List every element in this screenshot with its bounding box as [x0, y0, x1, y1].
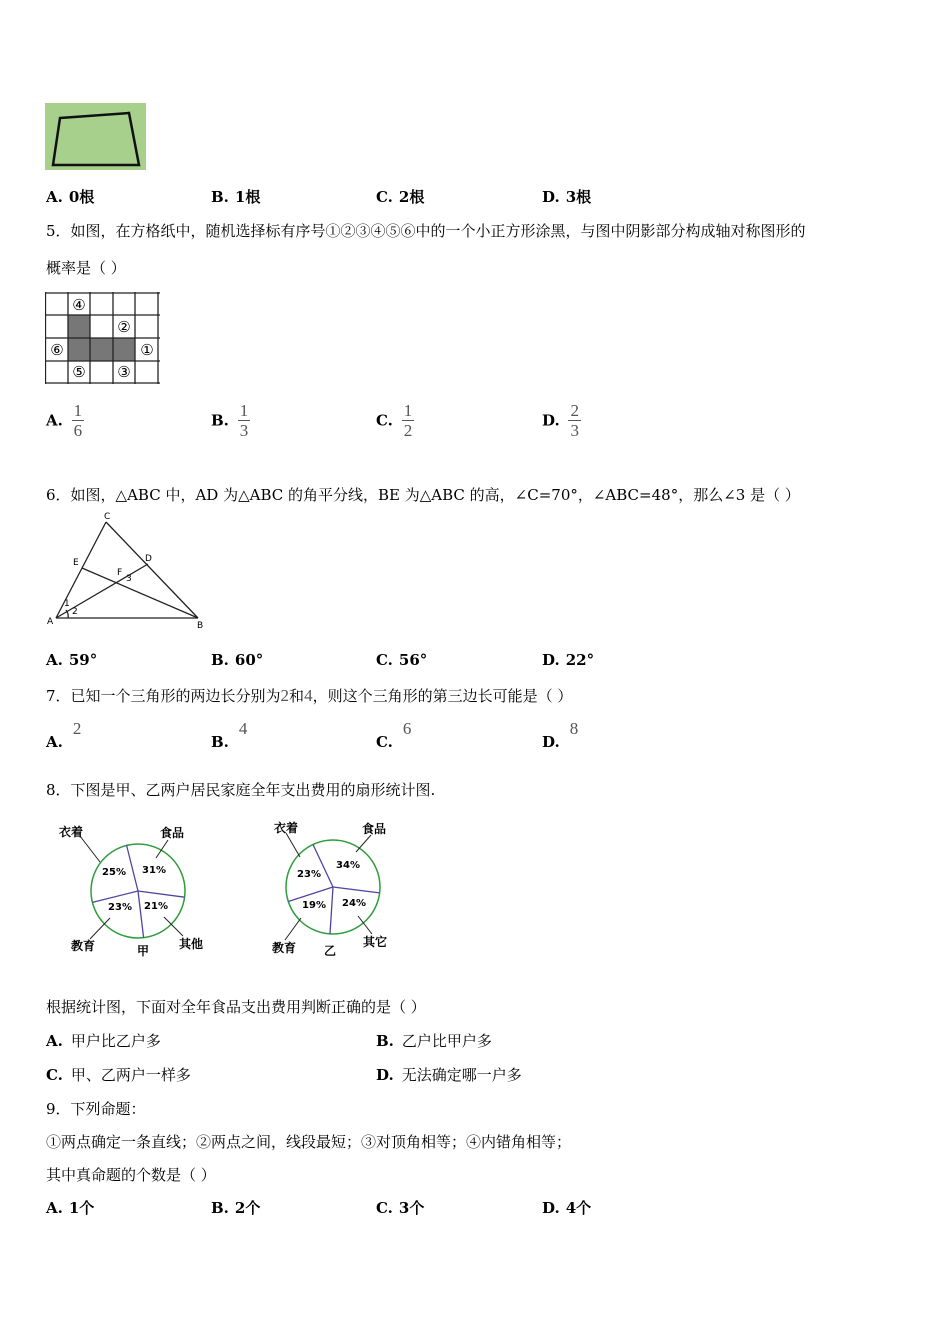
svg-text:A: A: [47, 617, 54, 627]
svg-text:E: E: [73, 558, 79, 568]
q9-option-d[interactable]: D. 4个: [542, 1199, 592, 1217]
q8-stem: 8．下图是甲、乙两户居民家庭全年支出费用的扇形统计图.: [46, 781, 436, 799]
label-other: 其他: [179, 937, 204, 951]
svg-text:F: F: [117, 568, 123, 578]
q9-propositions: ①两点确定一条直线；②两点之间，线段最短；③对顶角相等；④内错角相等；: [46, 1133, 572, 1151]
q5-option-b[interactable]: B. $\frac{1}{3}$: [211, 401, 249, 440]
pie-chart-yi: [268, 815, 408, 963]
label-education: 教育: [272, 941, 297, 955]
pie-slice-divider: [333, 887, 380, 893]
q9-option-a[interactable]: A. 1个: [46, 1199, 95, 1217]
value-label: 24%: [342, 898, 366, 909]
label-food: 食品: [160, 826, 185, 840]
pie-slice-divider: [92, 891, 138, 902]
q6-stem: 6．如图，△ABC 中，AD 为△ABC 的角平分线，BE 为△ABC 的高，∠C=70°，∠ABC=48°，那么∠3 是（ ）: [46, 486, 800, 504]
svg-text:C: C: [104, 512, 111, 522]
value-label: 34%: [336, 860, 360, 871]
q8-option-b[interactable]: B. 乙户比甲户多: [376, 1032, 492, 1050]
q5-stem-line1: 5．如图，在方格纸中，随机选择标有序号①②③④⑤⑥中的一个小正方形涂黑，与图中阴影部分构成轴对称图形的: [46, 222, 806, 240]
value-label: 23%: [297, 869, 321, 880]
q7-option-c[interactable]: C.6: [376, 719, 412, 751]
pie-title: 乙: [324, 944, 337, 958]
pie-slice-divider: [330, 887, 333, 934]
q5-option-c[interactable]: C. $\frac{1}{2}$: [376, 401, 413, 440]
q5-stem-line2: 概率是（ ）: [46, 259, 126, 277]
q8-option-d[interactable]: D. 无法确定哪一户多: [376, 1066, 522, 1084]
fraction: $\frac{1}{2}$: [403, 401, 413, 440]
svg-text:1: 1: [64, 599, 70, 609]
q4-option-a[interactable]: A. 0根: [46, 188, 95, 206]
value-label: 19%: [302, 900, 326, 911]
q7-stem: 7．已知一个三角形的两边长分别为2和4，则这个三角形的第三边长可能是（ ）: [46, 686, 573, 705]
svg-text:B: B: [197, 621, 204, 631]
q5-grid-figure: [45, 292, 160, 384]
grid-label-2: ②: [117, 318, 131, 336]
fraction: $\frac{1}{3}$: [239, 401, 249, 440]
q9-stem: 9．下列命题：: [46, 1100, 146, 1118]
pie-chart-jia: [50, 815, 220, 963]
q5-option-d[interactable]: D. $\frac{2}{3}$: [542, 401, 579, 440]
q6-option-d[interactable]: D. 22°: [542, 651, 595, 669]
pie-title: 甲: [137, 944, 150, 958]
q9-option-c[interactable]: C. 3个: [376, 1199, 425, 1217]
value-label: 21%: [144, 901, 168, 912]
label-other: 其它: [363, 935, 388, 949]
svg-text:2: 2: [72, 607, 78, 617]
fraction: $\frac{2}{3}$: [570, 401, 579, 440]
pie-slice-divider: [313, 845, 333, 888]
grid-label-6: ⑥: [50, 341, 64, 359]
svg-text:D: D: [145, 554, 152, 564]
q6-triangle-figure: [44, 512, 214, 632]
pie-slice-divider: [138, 891, 185, 897]
q4-option-d[interactable]: D. 3根: [542, 188, 592, 206]
q9-question: 其中真命题的个数是（ ）: [46, 1166, 216, 1184]
q6-option-a[interactable]: A. 59°: [46, 651, 98, 669]
fraction: $\frac{1}{6}$: [73, 401, 83, 440]
grid-label-1: ①: [140, 341, 154, 359]
q7-option-d[interactable]: D.8: [542, 719, 579, 751]
q5-option-a[interactable]: A. $\frac{1}{6}$: [46, 401, 83, 440]
q8-option-a[interactable]: A. 甲户比乙户多: [46, 1032, 161, 1050]
value-label: 25%: [102, 867, 126, 878]
label-food: 食品: [362, 822, 387, 836]
label-clothing: 衣着: [274, 821, 299, 835]
value-label: 31%: [142, 865, 166, 876]
q6-option-b[interactable]: B. 60°: [211, 651, 264, 669]
quadrilateral-figure: [45, 103, 146, 170]
q7-option-b[interactable]: B.4: [211, 719, 248, 751]
q6-option-c[interactable]: C. 56°: [376, 651, 428, 669]
q7-option-a[interactable]: A.2: [46, 719, 82, 751]
label-education: 教育: [71, 939, 96, 953]
q4-option-c[interactable]: C. 2根: [376, 188, 425, 206]
pie-slice-divider: [138, 891, 144, 938]
q9-option-b[interactable]: B. 2个: [211, 1199, 261, 1217]
pie-slice-divider: [127, 845, 138, 891]
grid-label-5: ⑤: [72, 363, 86, 381]
label-clothing: 衣着: [59, 825, 84, 839]
svg-text:3: 3: [126, 574, 132, 584]
grid-label-4: ④: [72, 296, 86, 314]
q8-question: 根据统计图，下面对全年食品支出费用判断正确的是（ ）: [46, 998, 426, 1016]
q4-option-b[interactable]: B. 1根: [211, 188, 261, 206]
q8-option-c[interactable]: C. 甲、乙两户一样多: [46, 1066, 191, 1084]
grid-label-3: ③: [117, 363, 131, 381]
value-label: 23%: [108, 902, 132, 913]
